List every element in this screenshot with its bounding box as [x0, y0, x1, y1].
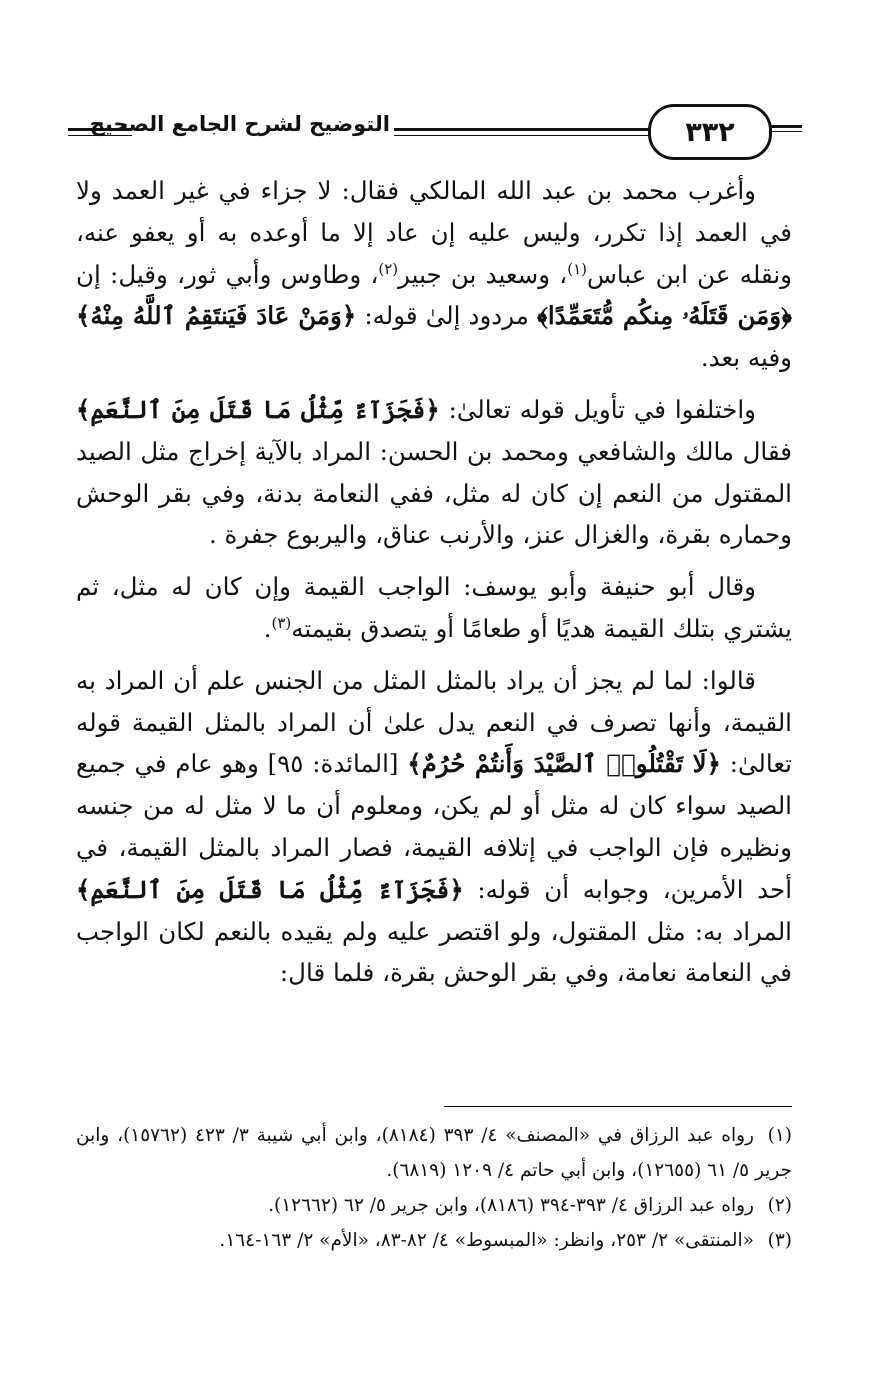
footnote-ref: (١) [567, 259, 587, 278]
page-header [60, 98, 800, 162]
paragraph [76, 660, 792, 994]
quran-verse: ﴿وَمَنْ عَادَ فَيَنتَقِمُ ٱللَّهُ مِنْهُ﴾ [76, 301, 357, 331]
footnote-separator [444, 1106, 792, 1107]
footnote [76, 1118, 792, 1188]
footnote-number: (٣) [767, 1230, 792, 1251]
paragraph-text: فقال مالك والشافعي ومحمد بن الحسن: المراد بالآية إخراج مثل الصيد المقتول من النعم إن كان له مثل، ففي النعامة بدنة، وفي بقر الوحش وحماره بقرة، والغزال عنز، والأرنب عناق، واليربوع جفرة . [76, 436, 792, 550]
footnote-text: رواه عبد الرزاق ٤/ ٣٩٣-٣٩٤ (٨١٨٦)، وابن جرير ٥/ ٦٢ (١٢٦٦٢). [268, 1195, 754, 1216]
header-rule [68, 135, 132, 136]
main-text [76, 170, 792, 1004]
paragraph-text: المراد به: مثل المقتول، ولو اقتصر عليه ولم يقيده بالنعم لكان الواجب في النعامة نعامة، وفي بقر الوحش بقرة، فلما قال: [76, 916, 792, 988]
footnote-number: (١) [767, 1125, 792, 1146]
header-ornament [768, 125, 802, 128]
header-rule [394, 135, 650, 136]
footnotes [76, 1118, 792, 1258]
running-title: التوضيح لشرح الجامع الصحيح [89, 112, 390, 136]
paragraph [76, 170, 792, 379]
paragraph-text: مردود إلىٰ قوله: [356, 301, 537, 331]
header-rule [68, 128, 132, 131]
footnote-text: «المنتقى» ٢/ ٢٥٣، وانظر: «المبسوط» ٤/ ٨٢-٨٣، «الأم» ٢/ ١٦٣-١٦٤. [219, 1230, 754, 1251]
paragraph-text: واختلفوا في تأويل قوله تعالىٰ: [439, 394, 757, 424]
paragraph-text: ، وطاوس وأبي ثور، وقيل: إن [76, 259, 379, 289]
footnote-number: (٢) [767, 1195, 792, 1216]
footnote-ref: (٣) [271, 613, 292, 632]
footnote-text: رواه عبد الرزاق في «المصنف» ٤/ ٣٩٣ (٨١٨٤)، وابن أبي شيبة ٣/ ٤٢٣ (١٥٧٦٢)، وابن جرير ٥/ ٦١ (١٢٦٥٥)، وابن أبي حاتم ٤/ ١٢٠٩ (٦٨١٩). [76, 1125, 792, 1181]
footnote [76, 1188, 792, 1223]
quran-verse: ﴿فَجَزَآءٌ مِّثْلُ مَا قَتَلَ مِنَ ٱلنَّعَمِ﴾ [76, 874, 464, 904]
paragraph-text: وفيه بعد. [700, 343, 792, 373]
paragraph-text: وقال أبو حنيفة وأبو يوسف: الواجب القيمة وإن كان له مثل، ثم يشتري بتلك القيمة هديًا أو طعامًا أو يتصدق بقيمته [76, 572, 792, 643]
header-rule [394, 128, 650, 131]
paragraph-text: . [263, 613, 272, 643]
quran-verse: ﴿فَجَزَآءٌ مِّثْلُ مَا قَتَلَ مِنَ ٱلنَّعَمِ﴾ [76, 394, 440, 424]
header-ornament [768, 131, 802, 132]
paragraph [76, 566, 792, 650]
paragraph [76, 389, 792, 556]
footnote-ref: (٢) [378, 259, 399, 278]
paragraph-text: وأغرب محمد بن عبد الله المالكي فقال: لا جزاء في غير العمد ولا في العمد إذا تكرر، وليس عليه إن عاد إلا ما أوعده به أو يعفو عنه، ونقله عن ابن عباس [76, 176, 792, 289]
paragraph-text: قالوا: لما لم يجز أن يراد بالمثل المثل من الجنس علم أن المراد به القيمة، وأنها تصرف في النعم يدل علىٰ أن المراد بالمثل القيمة قوله تعالىٰ: [76, 665, 793, 779]
page-number: ٣٣٢ [648, 104, 772, 160]
quran-verse: ﴿لَا تَقْتُلُوا۟ ٱلصَّيْدَ وَأَنتُمْ حُرُمٌ﴾ [407, 749, 721, 779]
quran-verse: ﴿وَمَن قَتَلَهُۥ مِنكُم مُّتَعَمِّدًا﴾ [537, 301, 792, 331]
paragraph-text: ، وسعيد بن جبير [398, 259, 568, 289]
paragraph-text: [المائدة: ٩٥] وهو عام في جميع الصيد سواء كان له مثل أو لم يكن، ومعلوم أن ما لا مثل له من جنسه ونظيره فإن الواجب في إتلافه القيمة، فصار المراد بالمثل القيمة، في أحد الأمرين، وجوابه أن قوله: [76, 749, 792, 904]
footnote [76, 1223, 792, 1258]
